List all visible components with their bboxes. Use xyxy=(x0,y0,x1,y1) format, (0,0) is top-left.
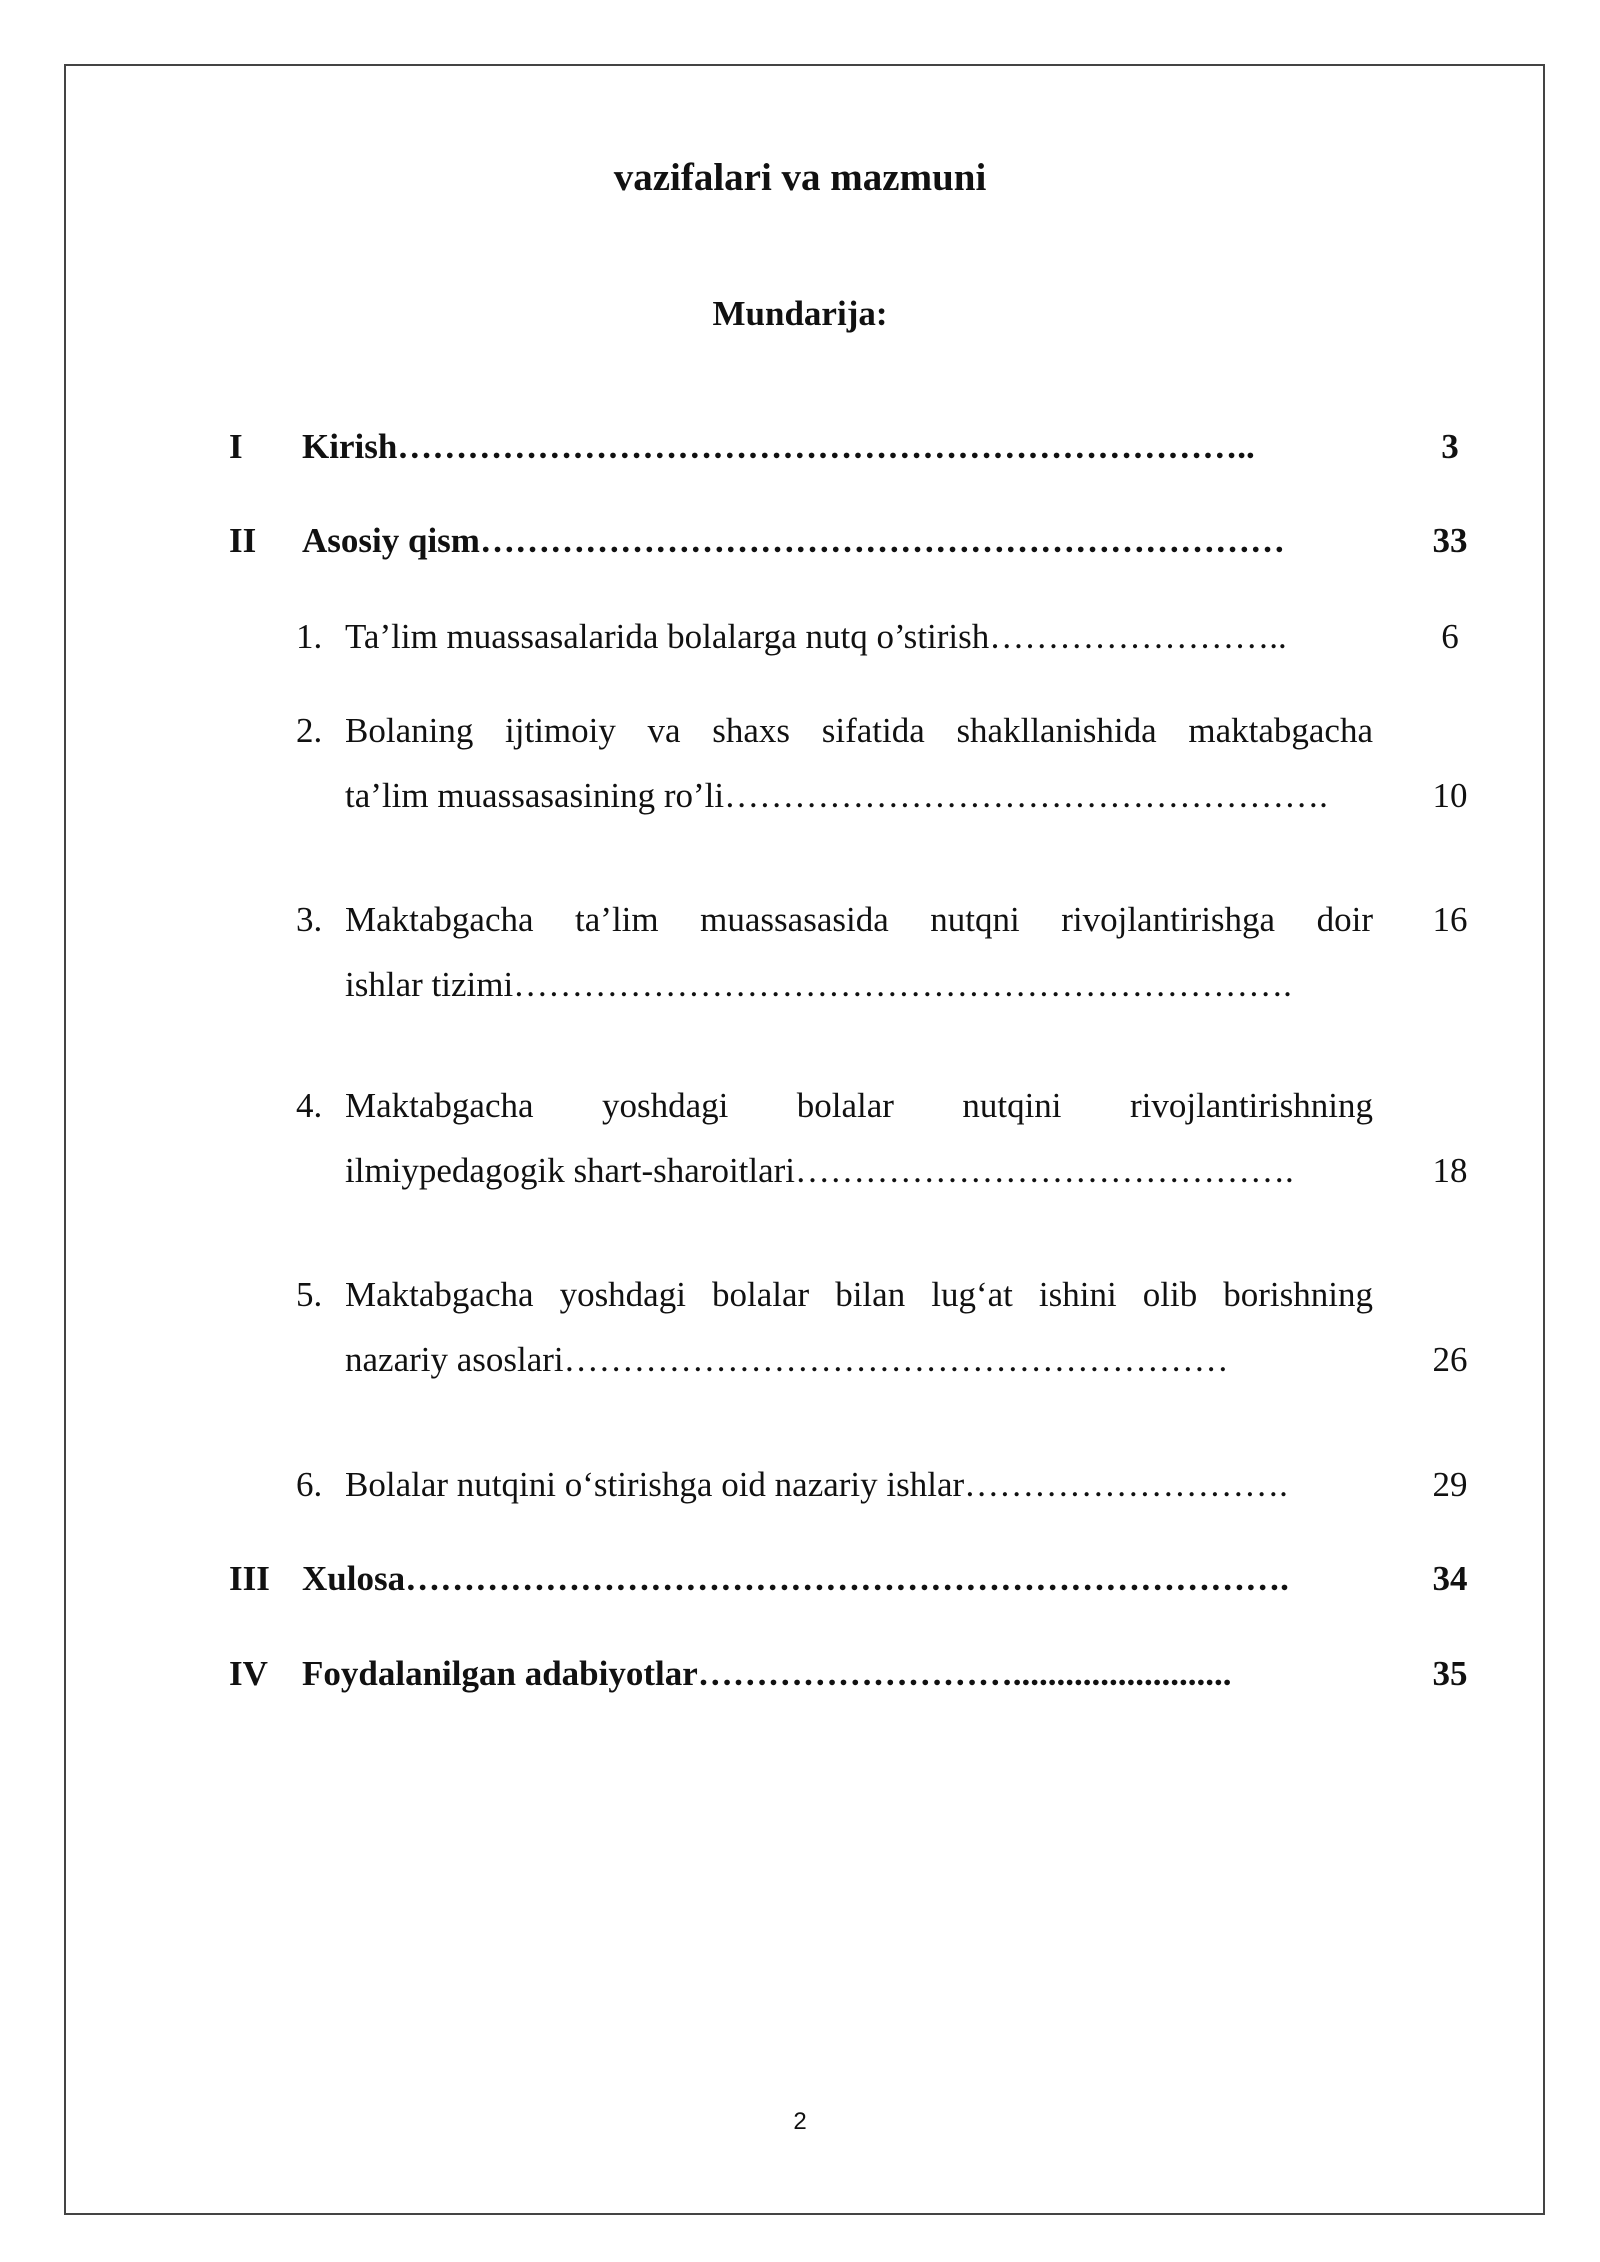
toc-entry-title-line1: Maktabgacha ta’lim muassasasida nutqni rivojlantirishga doir xyxy=(345,900,1373,939)
toc-entry-number: III xyxy=(229,1559,270,1598)
toc-entry-title xyxy=(345,887,1373,1017)
toc-entry-number: 4. xyxy=(296,1086,323,1125)
toc-entry-title-line2: ilmiypedagogik shart-sharoitlari……………………………………. xyxy=(345,1151,1294,1190)
toc-entry-page: 6 xyxy=(1441,617,1459,656)
toc-entry-number: I xyxy=(229,427,243,466)
toc-entry-page: 33 xyxy=(1432,521,1468,560)
toc-entry-title-line1: Maktabgacha yoshdagi bolalar nutqini rivojlantirishning xyxy=(345,1086,1373,1125)
toc-entry-title xyxy=(345,1262,1373,1392)
toc-entry-title: Ta’lim muassasalarida bolalarga nutq o’stirish…………………….. xyxy=(345,617,1287,656)
toc-entry-page: 26 xyxy=(1432,1340,1468,1379)
toc-entry-title: Xulosa…………………………………………………………………. xyxy=(302,1559,1289,1598)
toc-entry-title: Asosiy qism…………………………………………………………… xyxy=(302,521,1285,560)
document-title: vazifalari va mazmuni xyxy=(613,156,987,199)
toc-entry-number: 3. xyxy=(296,900,323,939)
toc-entry-title-line2: ishlar tizimi…………………………………………………………. xyxy=(345,965,1292,1004)
toc-entry-title-line2: ta’lim muassasasining ro’li……………………………………………. xyxy=(345,776,1328,815)
toc-heading: Mundarija: xyxy=(712,294,888,333)
toc-entry-title-line2: nazariy asoslari………………………………………………… xyxy=(345,1340,1229,1379)
toc-entry-title: Foydalanilgan adabiyotlar………………………......................... xyxy=(302,1654,1232,1693)
toc-entry-page: 29 xyxy=(1432,1465,1468,1504)
toc-entry-title: Kirish……………………………………………………………….. xyxy=(302,427,1255,466)
toc-entry-title-line1: Bolaning ijtimoiy va shaxs sifatida shakllanishida maktabgacha xyxy=(345,711,1373,750)
page-number: 2 xyxy=(793,2108,807,2135)
toc-entry-title: Bolalar nutqini o‘stirishga oid nazariy ishlar………………………. xyxy=(345,1465,1288,1504)
toc-entry-page: 18 xyxy=(1432,1151,1468,1190)
toc-entry-number: 6. xyxy=(296,1465,323,1504)
toc-entry-page: 35 xyxy=(1432,1654,1468,1693)
toc-entry-page: 16 xyxy=(1432,900,1468,939)
toc-entry-title xyxy=(345,1073,1373,1203)
toc-entry-number: 2. xyxy=(296,711,323,750)
toc-entry-page: 34 xyxy=(1432,1559,1468,1598)
toc-entry-title-line1: Maktabgacha yoshdagi bolalar bilan lug‘at ishini olib borishning xyxy=(345,1275,1373,1314)
toc-entry-page: 10 xyxy=(1432,776,1468,815)
toc-entry-number: 5. xyxy=(296,1275,323,1314)
toc-entry-number: 1. xyxy=(296,617,323,656)
toc-entry-title xyxy=(345,698,1373,828)
toc-entry-number: IV xyxy=(229,1654,268,1693)
toc-entry-number: II xyxy=(229,521,257,560)
toc-entry-page: 3 xyxy=(1441,427,1459,466)
